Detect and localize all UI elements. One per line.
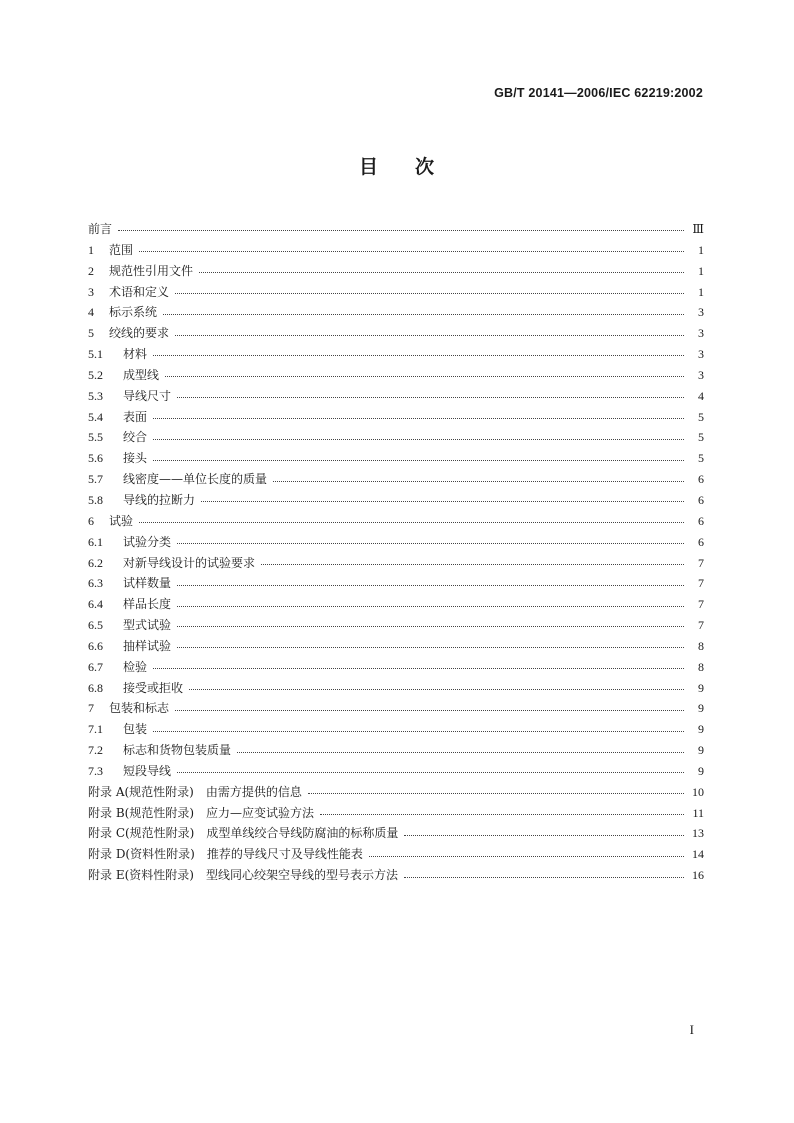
toc-appendix-label: 应力—应变试验方法 xyxy=(206,805,315,820)
toc-appendix-entry[interactable] xyxy=(88,844,704,865)
toc-dot-leader xyxy=(175,293,684,294)
toc-entry-page: 8 xyxy=(698,638,704,653)
toc-entry[interactable] xyxy=(88,448,704,469)
toc-entry-number: 6.2 xyxy=(88,555,103,570)
toc-entry-page: 3 xyxy=(698,326,704,341)
toc-dot-leader xyxy=(153,439,684,440)
toc-entry-label: 试样数量 xyxy=(123,576,172,591)
toc-entry-number: 5.7 xyxy=(88,472,103,487)
toc-entry-number: 1 xyxy=(88,242,94,257)
toc-entry[interactable] xyxy=(88,427,704,448)
toc-appendix-label: 由需方提供的信息 xyxy=(205,784,302,799)
toc-entry-label: 术语和定义 xyxy=(109,284,170,299)
page-title-char-1: 目 xyxy=(358,156,379,178)
toc-entry-page: 3 xyxy=(698,305,704,320)
toc-dot-leader xyxy=(177,585,684,586)
toc-entry[interactable] xyxy=(88,386,704,407)
toc-entry[interactable] xyxy=(88,344,704,365)
toc-dot-leader xyxy=(177,397,684,398)
toc-appendix-prefix: 附录 C(规范性附录) xyxy=(88,826,195,841)
toc-dot-leader xyxy=(175,335,684,336)
toc-dot-leader xyxy=(320,814,684,815)
toc-dot-leader xyxy=(153,355,684,356)
toc-dot-leader xyxy=(404,835,684,836)
toc-entry-number: 6.8 xyxy=(88,680,103,695)
toc-entry-number: 5.1 xyxy=(88,347,103,362)
toc-entry-label: 试验 xyxy=(109,513,134,528)
toc-entry-page: 9 xyxy=(698,722,704,737)
toc-entry-number: 4 xyxy=(88,305,94,320)
toc-entry[interactable] xyxy=(88,636,704,657)
toc-entry-number: 5.3 xyxy=(88,388,103,403)
toc-entry-number: 6.6 xyxy=(88,638,103,653)
toc-appendix-prefix: 附录 A(规范性附录) xyxy=(88,784,194,799)
toc-entry[interactable] xyxy=(88,719,704,740)
toc-entry-page: 5 xyxy=(698,409,704,424)
toc-entry-number: 6.5 xyxy=(88,618,103,633)
toc-entry-number: 6 xyxy=(88,513,94,528)
toc-entry-page: 3 xyxy=(698,367,704,382)
toc-dot-leader xyxy=(153,418,684,419)
toc-entry-label: 包装和标志 xyxy=(109,701,170,716)
toc-appendix-page: 16 xyxy=(692,868,704,883)
page-title xyxy=(0,152,794,179)
toc-dot-leader xyxy=(163,314,684,315)
toc-dot-leader xyxy=(189,689,684,690)
toc-entry[interactable] xyxy=(88,511,704,532)
toc-entry-page: 6 xyxy=(698,492,704,507)
toc-entry[interactable] xyxy=(88,407,704,428)
toc-entry[interactable] xyxy=(88,469,704,490)
toc-entry[interactable] xyxy=(88,698,704,719)
toc-entry-label: 成型线 xyxy=(123,367,160,382)
toc-entry-number: 5.8 xyxy=(88,492,103,507)
toc-entry-number: 5.4 xyxy=(88,409,103,424)
toc-entry-page: 7 xyxy=(698,618,704,633)
toc-entry-page: 9 xyxy=(698,763,704,778)
toc-entry-label: 线密度——单位长度的质量 xyxy=(123,472,268,487)
toc-entry-label: 检验 xyxy=(123,659,148,674)
toc-dot-leader xyxy=(369,856,684,857)
toc-entry-label: 规范性引用文件 xyxy=(109,263,194,278)
toc-appendix-page: 11 xyxy=(692,805,704,820)
toc-appendix-prefix: 附录 E(资料性附录) xyxy=(88,868,194,883)
toc-appendix-prefix: 附录 B(规范性附录) xyxy=(88,805,194,820)
page-title-char-2: 次 xyxy=(415,156,436,178)
toc-entry-label: 导线的拉断力 xyxy=(123,492,196,507)
toc-entry-page: 8 xyxy=(698,659,704,674)
toc-entry-label: 样品长度 xyxy=(123,597,172,612)
toc-entry-label: 标志和货物包装质量 xyxy=(123,743,232,758)
toc-entry-label: 型式试验 xyxy=(123,618,172,633)
toc-appendix-label: 推荐的导线尺寸及导线性能表 xyxy=(206,847,363,862)
toc-entry-label: 抽样试验 xyxy=(123,638,172,653)
toc-entry-label: 试验分类 xyxy=(123,534,172,549)
toc-dot-leader xyxy=(308,793,684,794)
toc-dot-leader xyxy=(153,731,684,732)
toc-entry-label: 范围 xyxy=(109,242,134,257)
toc-entry[interactable] xyxy=(88,740,704,761)
toc-entry-page: 6 xyxy=(698,513,704,528)
toc-entry-page: 7 xyxy=(698,597,704,612)
toc-entry-page: Ⅲ xyxy=(692,222,704,236)
toc-dot-leader xyxy=(199,272,684,273)
toc-appendix-entry[interactable] xyxy=(88,823,704,844)
toc-appendix-entry[interactable] xyxy=(88,865,704,886)
toc-entry[interactable] xyxy=(88,219,704,240)
toc-appendix-label: 成型单线绞合导线防腐油的标称质量 xyxy=(206,826,399,841)
toc-entry[interactable] xyxy=(88,594,704,615)
toc-entry[interactable] xyxy=(88,532,704,553)
toc-entry[interactable] xyxy=(88,553,704,574)
toc-appendix-label: 型线同心绞架空导线的型号表示方法 xyxy=(205,868,398,883)
toc-entry[interactable] xyxy=(88,240,704,261)
toc-entry-number: 2 xyxy=(88,263,94,278)
toc-entry-label: 材料 xyxy=(123,347,148,362)
toc-entry-label: 包装 xyxy=(123,722,148,737)
toc-appendix-page: 10 xyxy=(692,784,704,799)
toc-dot-leader xyxy=(273,481,684,482)
standard-code: GB/T 20141—2006/IEC 62219:2002 xyxy=(494,86,703,100)
toc-appendix-page: 13 xyxy=(692,826,704,841)
toc-entry[interactable] xyxy=(88,573,704,594)
toc-dot-leader xyxy=(177,606,684,607)
toc-entry-page: 1 xyxy=(698,284,704,299)
toc-dot-leader xyxy=(177,647,684,648)
toc-dot-leader xyxy=(139,251,684,252)
toc-entry-number: 6.7 xyxy=(88,659,103,674)
toc-dot-leader xyxy=(177,543,684,544)
toc-entry-page: 5 xyxy=(698,451,704,466)
toc-entry-page: 9 xyxy=(698,743,704,758)
toc-entry-number: 6.3 xyxy=(88,576,103,591)
toc-entry[interactable] xyxy=(88,282,704,303)
toc-entry[interactable] xyxy=(88,261,704,282)
toc-entry-label: 绞线的要求 xyxy=(109,326,170,341)
toc-appendix-page: 14 xyxy=(692,847,704,862)
toc-entry-label: 短段导线 xyxy=(123,763,172,778)
table-of-contents xyxy=(88,219,704,886)
toc-dot-leader xyxy=(201,501,684,502)
toc-entry-page: 7 xyxy=(698,576,704,591)
toc-entry[interactable] xyxy=(88,302,704,323)
toc-entry-number: 7.1 xyxy=(88,722,103,737)
toc-entry-page: 3 xyxy=(698,347,704,362)
toc-entry-page: 1 xyxy=(698,263,704,278)
toc-dot-leader xyxy=(153,460,684,461)
toc-entry-number: 5.2 xyxy=(88,367,103,382)
toc-entry-page: 6 xyxy=(698,472,704,487)
toc-entry-page: 4 xyxy=(698,388,704,403)
toc-entry-page: 7 xyxy=(698,555,704,570)
toc-entry-number: 7.3 xyxy=(88,763,103,778)
toc-entry-number: 3 xyxy=(88,284,94,299)
toc-entry[interactable] xyxy=(88,365,704,386)
page-number: I xyxy=(689,1022,694,1037)
toc-entry[interactable] xyxy=(88,678,704,699)
toc-dot-leader xyxy=(165,376,684,377)
toc-entry-label: 接受或拒收 xyxy=(123,680,184,695)
toc-dot-leader xyxy=(404,877,684,878)
toc-dot-leader xyxy=(177,772,684,773)
toc-entry[interactable] xyxy=(88,761,704,782)
toc-appendix-entry[interactable] xyxy=(88,803,704,824)
toc-entry[interactable] xyxy=(88,657,704,678)
toc-entry-label: 对新导线设计的试验要求 xyxy=(123,555,256,570)
toc-entry-page: 9 xyxy=(698,680,704,695)
toc-entry-label: 导线尺寸 xyxy=(123,388,172,403)
toc-entry[interactable] xyxy=(88,323,704,344)
toc-dot-leader xyxy=(175,710,684,711)
toc-entry-number: 6.1 xyxy=(88,534,103,549)
toc-entry[interactable] xyxy=(88,615,704,636)
toc-dot-leader xyxy=(237,752,684,753)
toc-entry-label: 标示系统 xyxy=(109,305,158,320)
toc-entry-label: 接头 xyxy=(123,451,148,466)
toc-dot-leader xyxy=(153,668,684,669)
toc-entry-number: 6.4 xyxy=(88,597,103,612)
toc-dot-leader xyxy=(118,230,684,231)
toc-entry-page: 9 xyxy=(698,701,704,716)
toc-entry[interactable] xyxy=(88,490,704,511)
toc-entry-number: 7 xyxy=(88,701,94,716)
toc-entry-page: 5 xyxy=(698,430,704,445)
toc-entry-page: 1 xyxy=(698,242,704,257)
toc-entry-number: 5.5 xyxy=(88,430,103,445)
toc-entry-page: 6 xyxy=(698,534,704,549)
toc-dot-leader xyxy=(261,564,684,565)
toc-dot-leader xyxy=(139,522,684,523)
toc-entry-label: 前言 xyxy=(88,222,113,236)
toc-entry-number: 5 xyxy=(88,326,94,341)
toc-entry-label: 绞合 xyxy=(123,430,148,445)
toc-entry-label: 表面 xyxy=(123,409,148,424)
toc-dot-leader xyxy=(177,626,684,627)
toc-appendix-entry[interactable] xyxy=(88,782,704,803)
toc-entry-number: 5.6 xyxy=(88,451,103,466)
toc-appendix-prefix: 附录 D(资料性附录) xyxy=(88,847,195,862)
toc-entry-number: 7.2 xyxy=(88,743,103,758)
